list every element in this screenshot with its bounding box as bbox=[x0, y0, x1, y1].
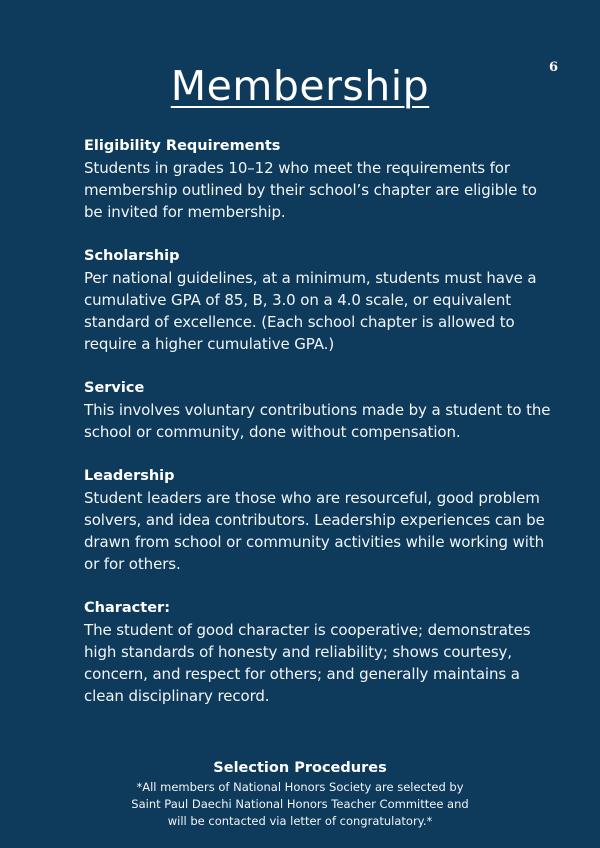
selection-body: *All members of National Honors Society are selected by Saint Paul Daechi National Honors Teacher Committee and will be contacted via letter of congratulatory.* bbox=[131, 780, 469, 828]
membership-content bbox=[84, 135, 554, 729]
selection-procedures bbox=[0, 757, 600, 830]
section-body: Student leaders are those who are resourceful, good problem solvers, and idea contributors. Leadership experiences can be drawn from school or community activities while working with or for others. bbox=[84, 489, 545, 573]
section-character bbox=[84, 597, 554, 707]
section-body: Per national guidelines, at a minimum, students must have a cumulative GPA of 85, B, 3.0 on a 4.0 scale, or equivalent standard of excellence. (Each school chapter is allowed to require a higher cumulative GPA.) bbox=[84, 269, 537, 353]
section-leadership bbox=[84, 465, 554, 575]
section-service bbox=[84, 377, 554, 443]
selection-heading: Selection Procedures bbox=[213, 760, 387, 776]
section-heading: Character: bbox=[84, 600, 170, 616]
section-body: The student of good character is cooperative; demonstrates high standards of honesty and reliability; shows courtesy, concern, and respect for others; and generally maintains a clean disciplinary record. bbox=[84, 621, 531, 705]
section-heading: Scholarship bbox=[84, 248, 180, 264]
section-scholarship bbox=[84, 245, 554, 355]
section-heading: Eligibility Requirements bbox=[84, 138, 281, 154]
section-heading: Service bbox=[84, 380, 145, 396]
section-body: Students in grades 10–12 who meet the requirements for membership outlined by their school’s chapter are eligible to be invited for membership. bbox=[84, 159, 537, 221]
page-number: 6 bbox=[549, 60, 559, 75]
section-body: This involves voluntary contributions made by a student to the school or community, done without compensation. bbox=[84, 401, 551, 441]
section-heading: Leadership bbox=[84, 468, 175, 484]
page-title: Membership bbox=[170, 62, 430, 110]
section-eligibility bbox=[84, 135, 554, 223]
